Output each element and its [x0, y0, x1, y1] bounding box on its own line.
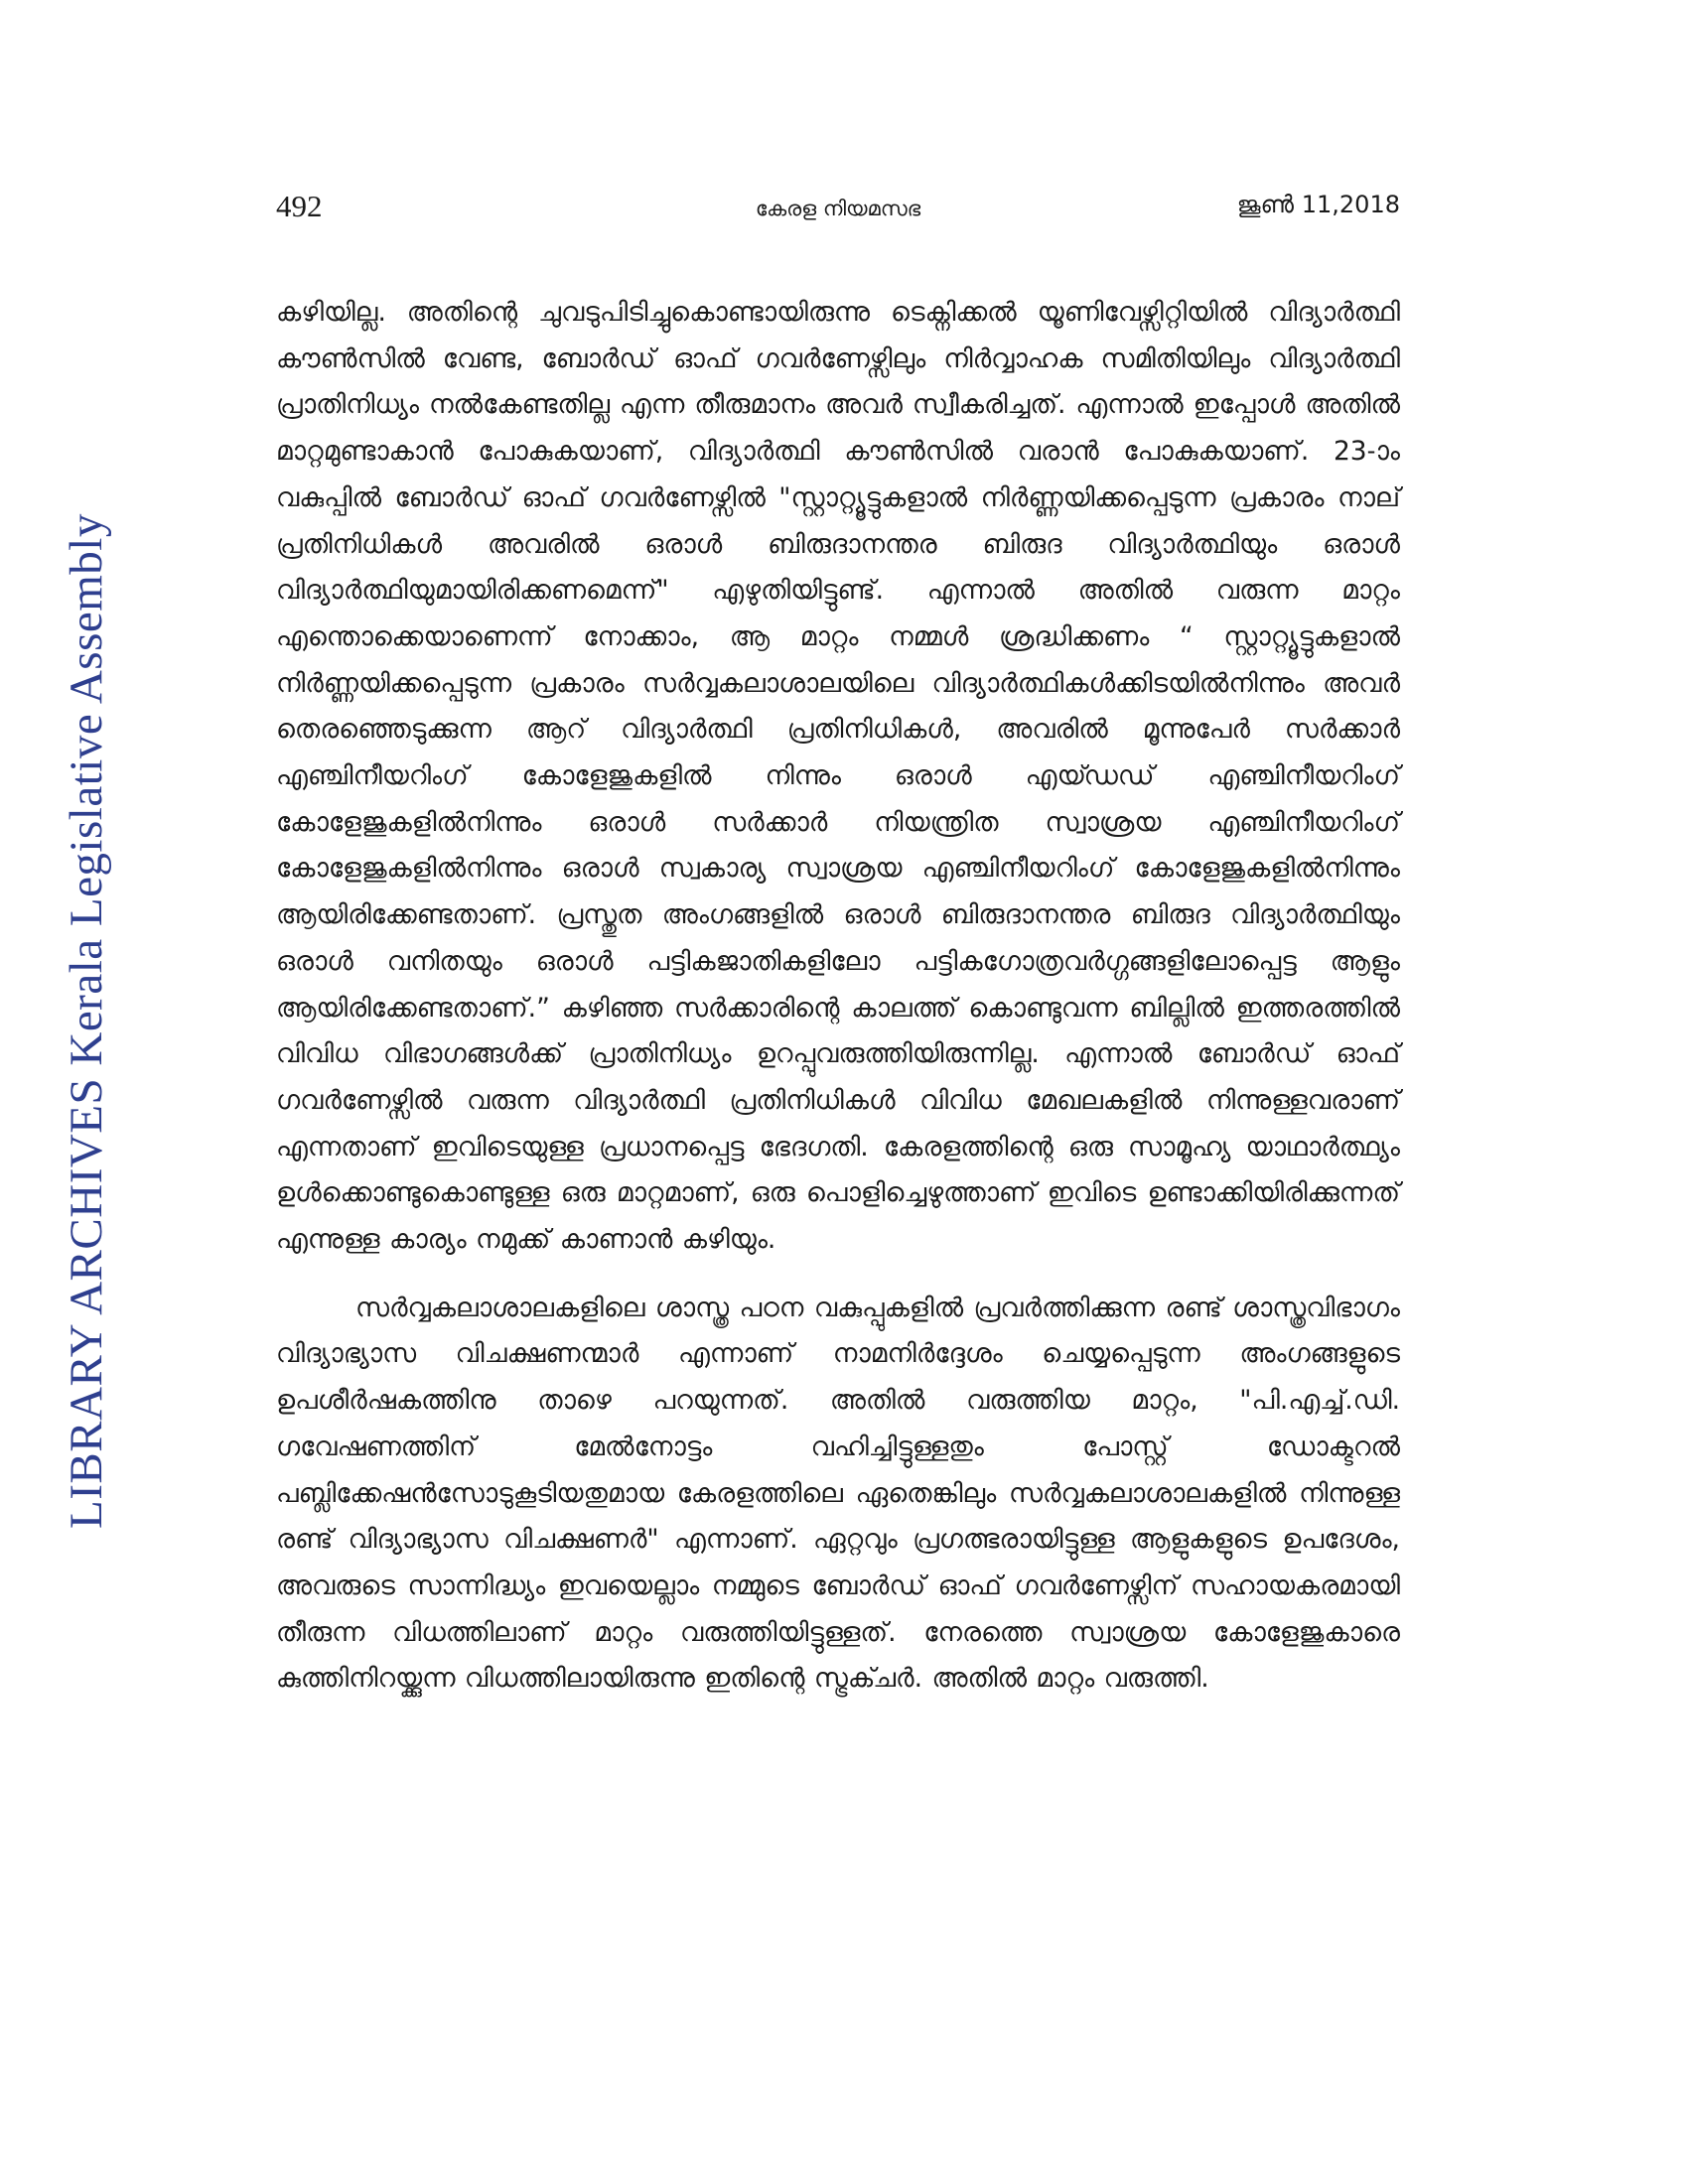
archive-watermark: LIBRARY ARCHIVES Kerala Legislative Assembly	[61, 513, 112, 1529]
paragraph-1: കഴിയില്ല. അതിന്റെ ചുവടുപിടിച്ചുകൊണ്ടായിരുന്നു ടെക്നിക്കൽ യൂണിവേഴ്സിറ്റിയിൽ വിദ്യാർത്ഥി കൗൺസിൽ വേണ്ട, ബോർഡ് ഓഫ് ഗവർണേഴ്സിലും നിർവ്വാഹക സമിതിയിലും വിദ്യാർത്ഥി പ്രാതിനിധ്യം നൽകേണ്ടതില്ല എന്ന തീരുമാനം അവർ സ്വീകരിച്ചത്. എന്നാൽ ഇപ്പോൾ അതിൽ മാറ്റമുണ്ടാകാൻ പോകുകയാണ്, വിദ്യാർത്ഥി കൗൺസിൽ വരാൻ പോകുകയാണ്. 23-ാം വകുപ്പിൽ ബോർഡ് ഓഫ് ഗവർണേഴ്സിൽ "സ്റ്റാറ്റ്യൂട്ടുകളാൽ നിർണ്ണയിക്കപ്പെടുന്ന പ്രകാരം നാല് പ്രതിനിധികൾ അവരിൽ ഒരാൾ ബിരുദാനന്തര ബിരുദ വിദ്യാർത്ഥിയും ഒരാൾ വിദ്യാർത്ഥിയുമായിരിക്കണമെന്ന്" എഴുതിയിട്ടുണ്ട്. എന്നാൽ അതിൽ വരുന്ന മാറ്റം എന്തൊക്കെയാണെന്ന് നോക്കാം, ആ മാറ്റം നമ്മൾ ശ്രദ്ധിക്കണം “ സ്റ്റാറ്റ്യൂട്ടുകളാൽ നിർണ്ണയിക്കപ്പെടുന്ന പ്രകാരം സർവ്വകലാശാലയിലെ വിദ്യാർത്ഥികൾക്കിടയിൽനിന്നും അവർ തെരഞ്ഞെടുക്കുന്ന ആറ് വിദ്യാർത്ഥി പ്രതിനിധികൾ, അവരിൽ മൂന്നുപേർ സർക്കാർ എഞ്ചിനീയറിംഗ് കോളേജുകളിൽ നിന്നും ഒരാൾ എയ്ഡഡ് എഞ്ചിനീയറിംഗ് കോളേജുകളിൽനിന്നും ഒരാൾ സർക്കാർ നിയന്ത്രിത സ്വാശ്രയ എഞ്ചിനീയറിംഗ് കോളേജുകളിൽനിന്നും ഒരാൾ സ്വകാര്യ സ്വാശ്രയ എഞ്ചിനീയറിംഗ് കോളേജുകളിൽനിന്നും ആയിരിക്കേണ്ടതാണ്. പ്രസ്തുത അംഗങ്ങളിൽ ഒരാൾ ബിരുദാനന്തര ബിരുദ വിദ്യാർത്ഥിയും ഒരാൾ വനിതയും ഒരാൾ പട്ടികജാതികളിലോ പട്ടികഗോത്രവർഗ്ഗങ്ങളിലോപ്പെട്ട ആളും ആയിരിക്കേണ്ടതാണ്.” കഴിഞ്ഞ സർക്കാരിന്റെ കാലത്ത് കൊണ്ടുവന്ന ബില്ലിൽ ഇത്തരത്തിൽ വിവിധ വിഭാഗങ്ങൾക്ക് പ്രാതിനിധ്യം ഉറപ്പുവരുത്തിയിരുന്നില്ല. എന്നാൽ ബോർഡ് ഓഫ് ഗവർണേഴ്സിൽ വരുന്ന വിദ്യാർത്ഥി പ്രതിനിധികൾ വിവിധ മേഖലകളിൽ നിന്നുള്ളവരാണ് എന്നതാണ് ഇവിടെയുള്ള പ്രധാനപ്പെട്ട ഭേദഗതി. കേരളത്തിന്റെ ഒരു സാമൂഹ്യ യാഥാർത്ഥ്യം ഉൾക്കൊണ്ടുകൊണ്ടുള്ള ഒരു മാറ്റമാണ്, ഒരു പൊളിച്ചെഴുത്താണ് ഇവിടെ ഉണ്ടാക്കിയിരിക്കുന്നത് എന്നുള്ള കാര്യം നമുക്ക് കാണാൻ കഴിയും.	[276, 297, 1400, 1256]
running-title: കേരള നിയമസഭ	[755, 197, 921, 220]
paragraph-2: സർവ്വകലാശാലകളിലെ ശാസ്ത്ര പഠന വകുപ്പുകളിൽ പ്രവർത്തിക്കുന്ന രണ്ട് ശാസ്ത്രവിഭാഗം വിദ്യാഭ്യാസ വിചക്ഷണന്മാർ എന്നാണ് നാമനിർദ്ദേശം ചെയ്യപ്പെടുന്ന അംഗങ്ങളുടെ ഉപശീർഷകത്തിനു താഴെ പറയുന്നത്. അതിൽ വരുത്തിയ മാറ്റം, "പി.എച്ച്.ഡി. ഗവേഷണത്തിന് മേൽനോട്ടം വഹിച്ചിട്ടുള്ളതും പോസ്റ്റ് ഡോക്ടറൽ പബ്ലിക്കേഷൻസോടുകൂടിയതുമായ കേരളത്തിലെ ഏതെങ്കിലും സർവ്വകലാശാലകളിൽ നിന്നുള്ള രണ്ട് വിദ്യാഭ്യാസ വിചക്ഷണർ" എന്നാണ്. ഏറ്റവും പ്രഗത്ഭരായിട്ടുള്ള ആളുകളുടെ ഉപദേശം, അവരുടെ സാന്നിദ്ധ്യം ഇവയെല്ലാം നമ്മുടെ ബോർഡ് ഓഫ് ഗവർണേഴ്സിന് സഹായകരമായി തീരുന്ന വിധത്തിലാണ് മാറ്റം വരുത്തിയിട്ടുള്ളത്. നേരത്തെ സ്വാശ്രയ കോളേജുകാരെ കുത്തിനിറയ്ക്കുന്ന വിധത്തിലായിരുന്നു ഇതിന്റെ സ്ട്രക്ചർ. അതിൽ മാറ്റം വരുത്തി.	[276, 1292, 1400, 1695]
header-date: ജൂൺ 11,2018	[1236, 191, 1400, 218]
page-header	[276, 189, 1400, 228]
document-body	[276, 290, 1400, 1703]
page-number: 492	[276, 189, 323, 223]
